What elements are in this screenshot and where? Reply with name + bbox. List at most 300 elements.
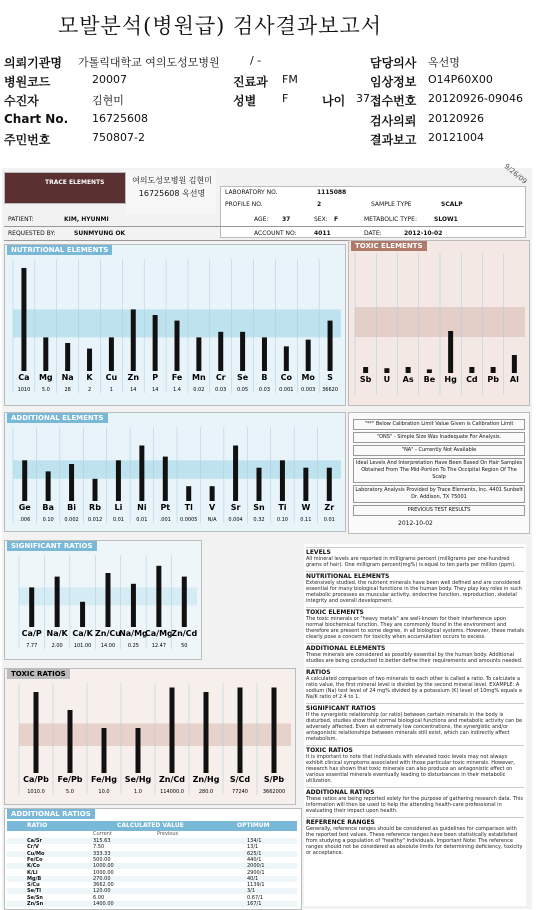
toxic-elements-chart	[348, 240, 530, 406]
ratio-optimum: 134/1	[247, 838, 262, 844]
patient-name: KIM, HYUNMI	[64, 216, 109, 223]
value-Co: 0.001	[279, 387, 294, 393]
bar-S/Cd	[238, 688, 243, 774]
symbol-Pt: Pt	[160, 503, 171, 512]
lab-number: 1115088	[317, 189, 347, 196]
toxic-ratios-title: TOXIC RATIOS	[7, 669, 70, 679]
value-Cu: 1	[109, 387, 113, 393]
value-Ca: 1010	[17, 387, 31, 393]
value-Mo: 0.003	[301, 387, 316, 393]
ratio-name: Mg/B	[27, 875, 42, 882]
additional-plot	[5, 413, 345, 531]
symbol-P: P	[152, 373, 159, 382]
value-S/Cd: 77240	[232, 789, 248, 795]
value-sex: F	[282, 92, 289, 105]
symbol-Se: Se	[237, 373, 249, 382]
handwritten-date: 9/26/09	[502, 162, 529, 186]
symbol-Ca/Mg: Ca/Mg	[144, 629, 173, 638]
symbol-Ca/Pb: Ca/Pb	[23, 775, 49, 784]
ratio-name: K/Co	[27, 863, 40, 870]
symbol-Bi: Bi	[67, 503, 76, 512]
age-value: 37	[282, 216, 291, 223]
section-title: ADDITIONAL RATIOS	[306, 787, 524, 796]
value-Ba: 0.10	[42, 517, 54, 523]
ratio-row	[7, 882, 297, 888]
bar-Sr	[233, 446, 238, 502]
stamp-text: 여의도성모병원 김현미 16725608 옥선명	[132, 176, 212, 198]
value-Cr: 0.03	[215, 387, 227, 393]
bar-Co	[284, 346, 289, 371]
profile-label: PROFILE NO.	[225, 201, 263, 208]
symbol-Ca/P: Ca/P	[21, 629, 42, 638]
label-clinical-info: 임상정보	[370, 75, 417, 89]
value-P: 14	[151, 387, 159, 393]
value-Zn: 14	[130, 387, 137, 393]
value-S/Pb: 3662000	[262, 789, 286, 795]
value-Pt: .001	[159, 517, 171, 523]
nutritional-title: NUTRITIONAL ELEMENTS	[7, 245, 112, 255]
ratio-optimum: 1139/1	[247, 882, 265, 889]
lab-logo	[4, 172, 126, 204]
bar-Be	[427, 369, 432, 373]
bar-P	[153, 315, 158, 371]
ratio-row	[7, 901, 297, 907]
symbol-Na/Mg: Na/Mg	[119, 629, 148, 638]
symbol-Cr: Cr	[215, 373, 226, 382]
bar-Fe/Hg	[102, 728, 107, 773]
label-requesting-institution: 의뢰기관명	[4, 56, 62, 70]
label-resident-no: 주민번호	[4, 133, 51, 147]
ratio-row	[7, 838, 297, 844]
report-date: 2012-10-02	[404, 230, 443, 237]
symbol-Mg: Mg	[38, 373, 53, 382]
bar-Zn	[131, 309, 136, 371]
bar-Cd	[469, 367, 474, 373]
ratio-optimum: 167/1	[247, 901, 262, 907]
ratio-current: 270.00	[93, 875, 111, 882]
bar-Cu	[109, 337, 114, 371]
ratio-name: Ca/Sr	[27, 838, 42, 844]
bar-Tl	[186, 486, 191, 501]
sample-type: SCALP	[441, 201, 463, 208]
value-Li: 0.01	[112, 517, 124, 523]
symbol-S/Cd: S/Cd	[229, 775, 251, 784]
bar-Bi	[69, 464, 74, 501]
value-Na/Mg: 0.25	[127, 643, 139, 649]
requested-by: SUNMYUNG OK	[74, 230, 126, 237]
symbol-Tl: Tl	[184, 503, 193, 512]
value-receipt-no: 20120926-09046	[428, 92, 523, 105]
bar-Zn/Cd	[182, 577, 187, 627]
symbol-Ca: Ca	[18, 373, 30, 382]
header-row-4	[0, 112, 536, 130]
value-hospital-code: 20007	[92, 73, 127, 86]
section-title: TOXIC RATIOS	[306, 745, 524, 754]
toxic-title: TOXIC ELEMENTS	[351, 241, 427, 251]
ratio-name: S/Cu	[27, 882, 40, 889]
symbol-Sb: Sb	[359, 375, 372, 384]
bar-Hg	[448, 331, 453, 373]
toxic-ratios-plot	[5, 669, 295, 804]
bar-Ca/Pb	[34, 692, 39, 773]
bar-Na/K	[55, 577, 60, 627]
ratio-optimum: 2900/1	[247, 869, 265, 876]
symbol-Ti: Ti	[278, 503, 287, 512]
bar-U	[384, 368, 389, 373]
report-title: 모발분석(병원급) 검사결과보고서	[57, 14, 383, 38]
ratio-optimum: 0.67/1	[247, 894, 263, 901]
symbol-Ba: Ba	[42, 503, 54, 512]
value-ward: / -	[250, 54, 262, 67]
ratio-row	[7, 870, 297, 876]
symbol-Ca/K: Ca/K	[72, 629, 93, 638]
date-stamp: 2012-10-02	[398, 520, 433, 527]
stamp	[126, 170, 216, 214]
value-B: 0.03	[258, 387, 271, 393]
bar-Al	[512, 355, 517, 373]
note-5: PREVIOUS TEST RESULTS	[353, 505, 525, 516]
symbol-Cd: Cd	[466, 375, 478, 384]
note-3: Ideal Levels And Interpretation Have Been Based On Hair Samples Obtained From The Mid-Portion To The Occipital Region Of The Scalp	[353, 458, 525, 483]
symbol-W: W	[301, 503, 311, 512]
ratio-row	[7, 895, 297, 901]
header-optimum: OPTIMUM	[237, 822, 270, 829]
ratio-row	[7, 844, 297, 850]
symbol-Zn/Cu: Zn/Cu	[95, 629, 121, 638]
symbol-Li: Li	[114, 503, 123, 512]
value-Na/K: 2.00	[51, 643, 63, 649]
symbol-Zn/Hg: Zn/Hg	[192, 775, 220, 784]
symbol-Ni: Ni	[137, 503, 147, 512]
value-Fe: 1.4	[173, 387, 181, 393]
bar-Zn/Hg	[204, 692, 209, 773]
symbol-S/Pb: S/Pb	[263, 775, 285, 784]
label-department: 진료과	[233, 75, 268, 89]
value-resident-no: 750807-2	[92, 131, 145, 144]
symbol-Pb: Pb	[487, 375, 499, 384]
notes-box	[348, 412, 530, 534]
ratio-optimum: 3/1	[247, 888, 256, 895]
value-Mg: 5.0	[41, 387, 50, 393]
bar-Se	[240, 332, 245, 371]
bar-Mg	[43, 337, 48, 371]
value-clinical-info: O14P60X00	[428, 73, 493, 86]
symbol-Sr: Sr	[230, 503, 241, 512]
section-body: If the synergistic relationship (or ratio) between certain minerals in the body is disturbed, studies show that normal biological functions and metabolic activity can be adversely affected. Even at extremely low concentrations, the synergistic and/or antagonistic relationships between minerals still exist, which can indirectly affect metabolism.	[306, 712, 523, 742]
bar-Zn/Cu	[106, 573, 111, 627]
section-body: Generally, reference ranges should be considered as guidelines for comparison with the reported test values. These reference ranges have been statistically established from studying a population of "healthy" individuals. Important Note: The reference ranges should not be considered as absolute limits for determining deficiency, toxicity or acceptance.	[306, 826, 523, 856]
ratio-current: 333.33	[93, 850, 111, 857]
symbol-As: As	[402, 375, 414, 384]
value-Se: 0.05	[237, 387, 249, 393]
section-title: RATIOS	[306, 667, 524, 676]
symbol-U: U	[383, 375, 391, 384]
bar-Ca/P	[29, 587, 34, 627]
note-0: "**" Below Calibration Limit Value Given is Calibration Limit	[353, 419, 525, 430]
symbol-Rb: Rb	[89, 503, 101, 512]
section-title: REFERENCE RANGES	[306, 817, 524, 826]
section-title: LEVELS	[306, 547, 524, 556]
bar-Pb	[491, 367, 496, 373]
ratio-name: K/Li	[27, 869, 38, 876]
value-age: 37	[356, 92, 370, 105]
note-2: "NA" - Currently Not Available	[353, 445, 525, 456]
sub-current: Current	[93, 831, 112, 837]
nutritional-plot	[5, 245, 345, 405]
bar-Mo	[306, 340, 311, 371]
label-result-report: 결과보고	[370, 133, 417, 147]
ratio-current: 315.63	[93, 838, 111, 844]
additional-ratios-table	[4, 808, 302, 910]
ratio-name: Fe/Co	[27, 856, 43, 863]
value-test-request: 20120926	[428, 112, 484, 125]
symbol-Mo: Mo	[301, 373, 315, 382]
section-body: A calculated comparison of two minerals to each other is called a ratio. To calculate a ratio value, the first mineral level is divided by the second mineral level. EXAMPLE: A sodium (Na) test level of 24 mg% divided by a potassium (K) level of 10mg% equals a Na/K ratio of 2.4 to 1.	[306, 676, 522, 700]
patient-header	[0, 48, 536, 148]
sex-value: F	[334, 216, 339, 223]
section-title: NUTRITIONAL ELEMENTS	[306, 571, 524, 580]
symbol-Hg: Hg	[444, 375, 457, 384]
value-Mn: 0.02	[193, 387, 205, 393]
symbol-Al: Al	[509, 375, 519, 384]
metabolic-type: SLOW1	[434, 216, 458, 223]
bar-Ca	[21, 268, 26, 371]
value-doctor: 옥선명	[428, 56, 460, 69]
nutritional-elements-chart	[4, 244, 346, 406]
value-Zr: 0.01	[323, 517, 335, 523]
header-row-2	[0, 73, 536, 91]
bar-V	[210, 486, 215, 501]
value-Ca/K: 101.00	[73, 643, 92, 649]
value-Ca/Mg: 12.47	[151, 643, 167, 649]
bar-Sn	[257, 468, 262, 501]
bar-Ca/Mg	[156, 566, 161, 627]
bar-K	[87, 349, 92, 371]
bar-Pt	[163, 457, 168, 501]
ratio-name: Se/Sn	[27, 894, 43, 901]
bar-Na	[65, 343, 70, 371]
value-Ca/Pb: 1010.0	[27, 789, 45, 795]
symbol-Sn: Sn	[253, 503, 265, 512]
lab-logo-text: TRACE ELEMENTS	[45, 179, 105, 186]
metabolic-label: METABOLIC TYPE:	[364, 216, 417, 223]
bar-Ba	[46, 471, 51, 501]
ratio-current: 1400.00	[93, 901, 114, 907]
section-body: It is important to note that individuals with elevated toxic levels may not always exhibit clinical symptoms associated with those particular toxic minerals. However, research has shown that toxic minerals can also produce an antagonistic effect on various essential minerals eventually leading to disturbances in their metabolic utilization.	[306, 754, 515, 784]
ratio-current: 1000.00	[93, 863, 114, 870]
ratio-current: 7.50	[93, 844, 105, 851]
header-row-5	[0, 131, 536, 149]
ratio-row	[7, 851, 297, 857]
symbol-Se/Hg: Se/Hg	[124, 775, 152, 784]
symbol-S: S	[327, 373, 333, 382]
label-hospital-code: 병원코드	[4, 75, 51, 89]
significant-plot	[5, 541, 201, 659]
note-4: Laboratory Analysis Provided by Trace Elements, Inc. 4401 Sunbelt Dr. Addison, TX 75001	[353, 485, 525, 503]
explanation-panel	[304, 544, 526, 906]
symbol-Zn/Cd: Zn/Cd	[171, 629, 198, 638]
ratio-row	[7, 876, 297, 882]
symbol-Be: Be	[423, 375, 436, 384]
section-title: ADDITIONAL ELEMENTS	[306, 643, 524, 652]
symbol-Fe/Pb: Fe/Pb	[57, 775, 83, 784]
value-W: 0.11	[300, 517, 312, 523]
symbol-Zn/Cd: Zn/Cd	[158, 775, 186, 784]
value-S: 36620	[322, 387, 339, 393]
value-Rb: 0.012	[87, 517, 103, 523]
symbol-Zr: Zr	[324, 503, 335, 512]
section-body: These minerals are considered as possibly essential by the human body. Additional studies are being conducted to better define their requirements and amounts needed.	[306, 652, 523, 664]
patient-line	[4, 214, 524, 227]
value-Bi: 0.002	[64, 517, 79, 523]
value-Ge: .006	[19, 517, 31, 523]
value-Sr: 0.004	[228, 517, 243, 523]
date-label: DATE:	[364, 230, 382, 237]
ratio-current: 120.00	[93, 888, 111, 895]
significant-ratios-chart	[4, 540, 202, 660]
symbol-Na/K: Na/K	[46, 629, 68, 638]
bar-Zr	[327, 468, 332, 501]
symbol-Mn: Mn	[192, 373, 206, 382]
value-Ti: 0.10	[276, 517, 288, 523]
value-chart-no: 16725608	[92, 112, 148, 125]
section-body: All mineral levels are reported in milligrams percent (milligrams per one-hundred grams of hair). One milligram percent(mg%) is equal to ten parts per million (ppm).	[306, 556, 516, 568]
bar-W	[303, 468, 308, 501]
bar-Fe	[175, 321, 180, 371]
ratio-current: 500.00	[93, 856, 111, 863]
hair-analysis-scan	[2, 162, 532, 909]
ratio-row	[7, 888, 297, 894]
bar-Ge	[22, 460, 27, 501]
ratio-row	[7, 857, 297, 863]
patient-label: PATIENT:	[8, 216, 34, 223]
bar-Se/Hg	[136, 728, 141, 773]
symbol-Fe: Fe	[171, 373, 183, 382]
ratio-optimum: 13/1	[247, 844, 259, 851]
bar-Ca/K	[80, 602, 85, 627]
bar-S	[328, 321, 333, 371]
bar-Cr	[218, 332, 223, 371]
value-Zn/Cu: 14.00	[100, 643, 116, 649]
bar-Zn/Cd	[170, 688, 175, 774]
ratio-optimum: 2000/1	[247, 863, 265, 870]
label-age: 나이	[322, 94, 346, 108]
value-patient: 김현미	[92, 94, 124, 107]
toxic-plot	[349, 241, 529, 405]
symbol-Zn: Zn	[127, 373, 140, 382]
label-chart-no: Chart No.	[4, 112, 69, 126]
symbol-B: B	[261, 373, 268, 382]
profile-no: 2	[317, 201, 322, 208]
value-Zn/Hg: 280.0	[198, 789, 214, 795]
section-title: TOXIC ELEMENTS	[306, 607, 524, 616]
symbol-Ge: Ge	[18, 503, 31, 512]
bar-S/Pb	[272, 688, 277, 774]
value-Fe/Hg: 10.0	[98, 789, 110, 795]
toxic-ratios-chart	[4, 668, 296, 805]
value-Se/Hg: 1.0	[134, 789, 142, 795]
section-body: Extensively studied, the nutrient minerals have been well defined and are considered essential for many biological functions in the human body. They play key roles in such metabolic processes as muscular activity, endocrine function, reproduction, skeletal integrity and overall development.	[306, 580, 522, 604]
ratio-table-header	[7, 821, 297, 831]
label-test-request: 검사의뢰	[370, 114, 417, 128]
value-Na: 28	[64, 387, 71, 393]
label-sex: 성별	[233, 94, 257, 108]
section-body: These ratios are being reported solely for the purpose of gathering research data. This information will then be used to help the attending health-care professional in evaluating their impact upon health.	[306, 796, 523, 814]
value-V: N/A	[207, 517, 217, 523]
ratio-current: 1000.00	[93, 869, 114, 876]
value-Zn/Cd: 114000.0	[160, 789, 184, 795]
sex-label: SEX:	[314, 216, 328, 223]
additional-elements-chart	[4, 412, 346, 532]
bar-Ti	[280, 460, 285, 501]
label-receipt-no: 접수번호	[370, 94, 417, 108]
symbol-Co: Co	[280, 373, 293, 382]
bar-Sb	[363, 367, 368, 373]
additional-title: ADDITIONAL ELEMENTS	[7, 413, 108, 423]
header-ratio: RATIO	[27, 822, 48, 829]
ratio-name: Se/Tl	[27, 888, 41, 895]
ratio-current: 6.00	[93, 894, 105, 901]
additional-ratios-title: ADDITIONAL RATIOS	[7, 809, 95, 819]
bar-Ni	[139, 446, 144, 502]
significant-title: SIGNIFICANT RATIOS	[7, 541, 97, 551]
value-Tl: 0.0005	[179, 517, 198, 523]
symbol-K: K	[86, 373, 93, 382]
bar-B	[262, 337, 267, 371]
age-label: AGE:	[254, 216, 269, 223]
header-calculated: CALCULATED VALUE	[117, 822, 184, 829]
sample-label: SAMPLE TYPE	[371, 201, 412, 208]
symbol-Na: Na	[61, 373, 74, 382]
ratio-name: Zn/Sn	[27, 901, 44, 907]
value-Ni: 0.01	[136, 517, 148, 523]
ratio-row	[7, 863, 297, 869]
bar-As	[406, 367, 411, 373]
note-1: "ONS" - Simple Size Was Inadequate For Analysis.	[353, 432, 525, 443]
ratio-subheader	[7, 831, 297, 838]
value-result-report: 20121004	[428, 131, 484, 144]
value-department: FM	[282, 73, 298, 86]
ratio-name: Cu/Mo	[27, 850, 45, 857]
value-Sn: 0.32	[253, 517, 265, 523]
header-row-1	[0, 54, 536, 72]
ratio-optimum: 625/1	[247, 850, 262, 857]
lab-number-label: LABORATORY NO.	[225, 189, 278, 196]
ratio-optimum: 40/1	[247, 875, 259, 882]
symbol-Cu: Cu	[105, 373, 118, 382]
symbol-Fe/Hg: Fe/Hg	[91, 775, 117, 784]
value-Ca/P: 7.77	[26, 643, 38, 649]
value-Zn/Cd: 50	[181, 643, 188, 649]
requested-label: REQUESTED BY:	[8, 230, 56, 237]
label-doctor: 담당의사	[370, 56, 417, 70]
label-patient: 수진자	[4, 94, 39, 108]
bar-Fe/Pb	[68, 710, 73, 773]
value-K: 2	[87, 387, 92, 393]
section-body: The toxic minerals or "heavy metals" are well-known for their interference upon normal biochemical function. They are commonly found in the environment and therefore are present to some degree, in all biological systems. However, these metals clearly pose a concern for toxicity when accumulation occurs to excess.	[306, 616, 524, 640]
account-label: ACCOUNT NO:	[254, 230, 297, 237]
value-Fe/Pb: 5.0	[66, 789, 74, 795]
account-no: 4011	[314, 230, 331, 237]
bar-Mn	[196, 337, 201, 371]
bar-Rb	[93, 479, 98, 501]
bar-Na/Mg	[131, 584, 136, 627]
sub-previous: Previous	[157, 831, 179, 837]
ratio-current: 3662.00	[93, 882, 114, 889]
bar-Li	[116, 460, 121, 501]
value-requesting-institution: 가톨릭대학교 여의도성모병원	[78, 56, 220, 69]
symbol-V: V	[209, 503, 216, 512]
